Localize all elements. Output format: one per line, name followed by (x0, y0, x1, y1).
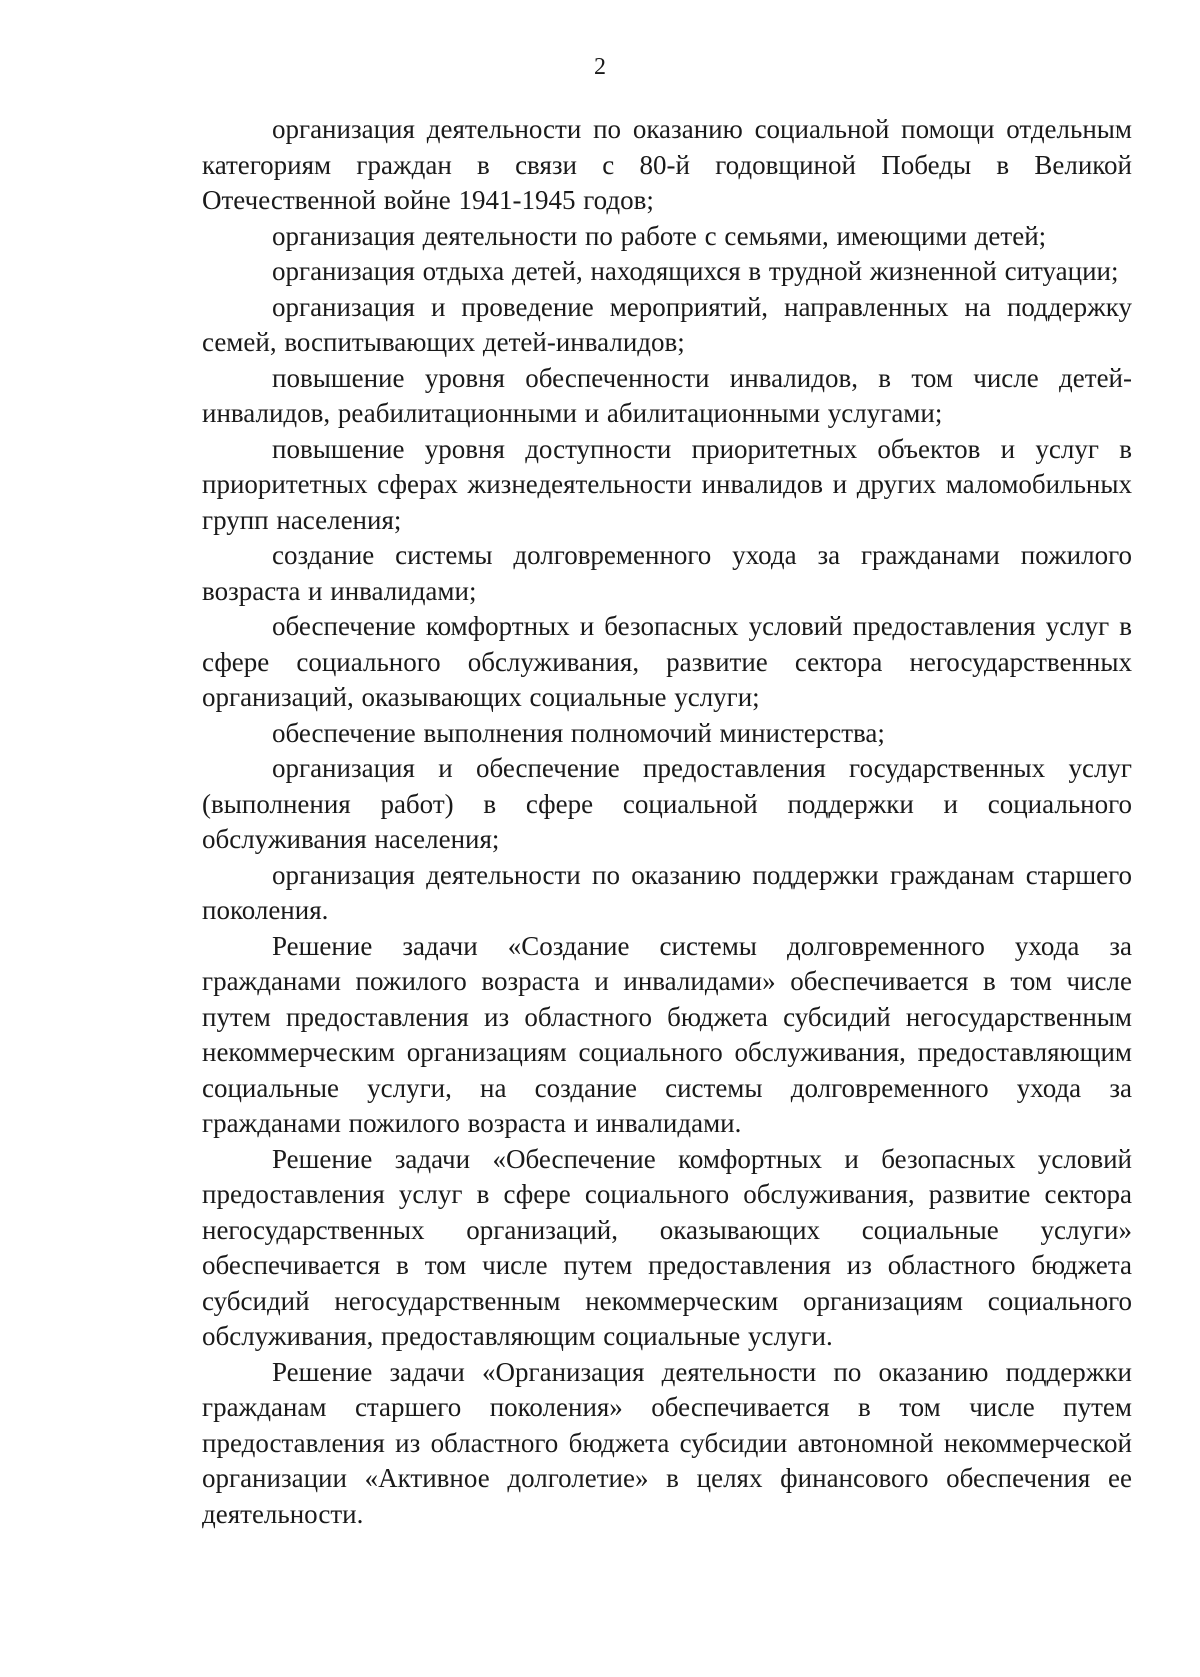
document-body (202, 112, 1132, 1532)
paragraph: создание системы долговременного ухода за гражданами пожилого возраста и инвалидами; (202, 540, 1132, 606)
paragraph: организация деятельности по оказанию социальной помощи отдельным категориям граждан в связи с 80-й годовщиной Победы в Великой Отечественной войне 1941-1945 годов; (202, 114, 1132, 215)
paragraph: организация отдыха детей, находящихся в трудной жизненной ситуации; (272, 256, 1119, 286)
paragraph: организация и обеспечение предоставления государственных услуг (выполнения работ) в сфере социальной поддержки и социального обслуживания населения; (202, 753, 1132, 854)
paragraph: Решение задачи «Организация деятельности по оказанию поддержки гражданам старшего поколения» обеспечивается в том числе путем предоставления из областного бюджета субсидии автономной некоммерческой организации «Активное долголетие» в целях финансового обеспечения ее деятельности. (202, 1356, 1132, 1529)
paragraph: организация деятельности по работе с семьями, имеющими детей; (272, 220, 1047, 251)
paragraph: Решение задачи «Создание системы долговременного ухода за гражданами пожилого возраста и инвалидами» обеспечивается в том числе путем предоставления из областного бюджета субсидий негосударственным некоммерческим организациям социального обслуживания, предоставляющим социальные услуги, на создание системы долговременного ухода за гражданами пожилого возраста и инвалидами. (202, 930, 1132, 1138)
paragraph: повышение уровня обеспеченности инвалидов, в том числе детей-инвалидов, реабилитационными и абилитационными услугами; (202, 362, 1132, 428)
paragraph: организация и проведение мероприятий, направленных на поддержку семей, воспитывающих детей-инвалидов; (202, 291, 1132, 357)
page-number: 2 (594, 54, 606, 80)
paragraph: обеспечение комфортных и безопасных условий предоставления услуг в сфере социального обслуживания, развитие сектора негосударственных организаций, оказывающих социальные услуги; (202, 611, 1132, 712)
paragraph: Решение задачи «Обеспечение комфортных и безопасных условий предоставления услуг в сфере социального обслуживания, развитие сектора негосударственных организаций, оказывающих социальные услуги» обеспечивается в том числе путем предоставления из областного бюджета субсидий негосударственным некоммерческим организациям социального обслуживания, предоставляющим социальные услуги. (202, 1143, 1132, 1351)
paragraph: повышение уровня доступности приоритетных объектов и услуг в приоритетных сферах жизнедеятельности инвалидов и других маломобильных групп населения; (202, 433, 1132, 535)
paragraph: обеспечение выполнения полномочий министерства; (272, 717, 885, 748)
paragraph: организация деятельности по оказанию поддержки гражданам старшего поколения. (202, 859, 1132, 925)
